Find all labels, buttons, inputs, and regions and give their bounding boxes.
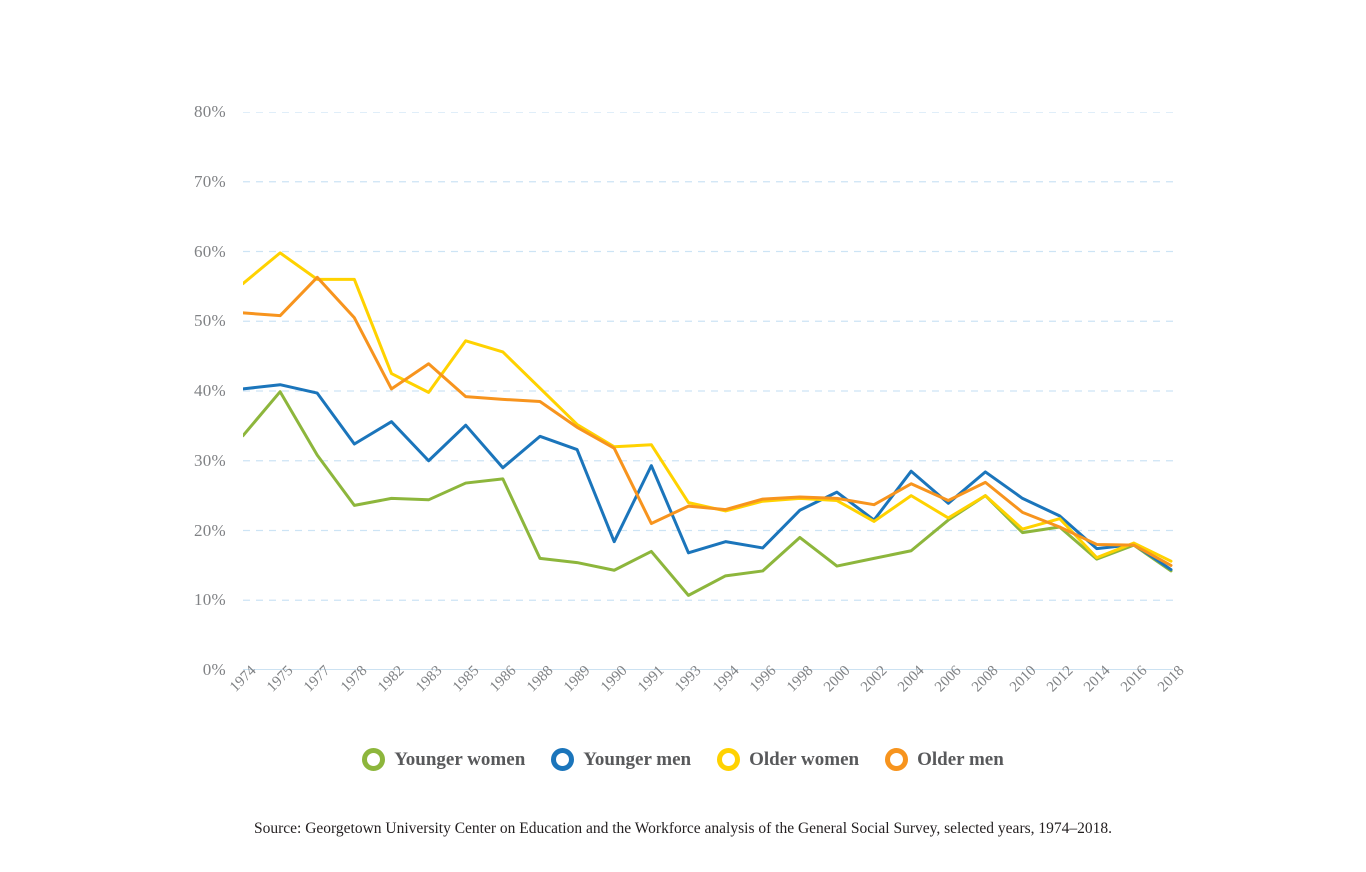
x-axis-tick-label: 1988: [523, 662, 557, 696]
x-axis-tick-label: 1975: [264, 662, 297, 696]
x-axis-tick-label: 2004: [895, 662, 928, 696]
x-axis-tick-label: 2012: [1043, 662, 1077, 696]
chart-legend: [0, 748, 1366, 771]
y-axis-tick-label: 40%: [193, 381, 226, 400]
x-axis-tick-label: 2014: [1080, 662, 1114, 696]
x-axis-tick-label: 2018: [1155, 662, 1188, 696]
x-axis-tick-label: 1983: [412, 662, 446, 696]
y-axis-tick-label: 0%: [202, 660, 226, 679]
x-axis-tick-label: 1978: [338, 662, 371, 696]
legend-label: Younger women: [394, 748, 526, 770]
x-axis-tick-label: 1991: [635, 662, 668, 696]
y-axis-tick-label: 70%: [193, 171, 226, 191]
legend-swatch-icon: [717, 748, 740, 771]
x-axis-tick-label: 1998: [783, 662, 817, 696]
x-axis-tick-label: 1989: [561, 662, 594, 696]
y-axis-tick-label: 30%: [193, 450, 226, 470]
legend-item[interactable]: [551, 748, 691, 771]
source-note: Source: Georgetown University Center on Education and the Workforce analysis of the General Social Survey, selected years, 1974–2018.: [253, 820, 1113, 837]
y-axis-tick-label: 50%: [193, 311, 226, 331]
x-axis-tick-label: 2016: [1117, 662, 1151, 696]
legend-label: Older women: [749, 748, 860, 770]
x-axis-tick-label: 1985: [449, 662, 483, 696]
x-axis-tick-label: 1994: [709, 662, 743, 696]
x-axis-tick-label: 2010: [1006, 662, 1040, 696]
y-axis-tick-label: 10%: [193, 590, 226, 610]
x-axis-tick-label: 1974: [227, 662, 260, 696]
legend-swatch-icon: [885, 748, 908, 771]
x-axis-tick-label: 2006: [932, 662, 965, 696]
x-axis-tick-label: 2008: [969, 662, 1002, 696]
legend-label: Younger men: [583, 748, 692, 770]
x-axis-tick-label: 1986: [486, 662, 520, 696]
legend-item[interactable]: [362, 748, 525, 771]
x-axis-tick-label: 1977: [301, 662, 334, 696]
x-axis-tick-label: 1993: [672, 662, 705, 696]
x-axis-tick-label: 1982: [375, 662, 408, 696]
x-axis-tick-label: 2002: [858, 662, 891, 696]
legend-item[interactable]: [717, 748, 859, 771]
legend-item[interactable]: [885, 748, 1004, 771]
legend-swatch-icon: [551, 748, 574, 771]
y-axis-tick-label: 20%: [193, 520, 226, 540]
x-axis-tick-label: 1996: [746, 662, 780, 696]
legend-label: Older men: [917, 748, 1004, 770]
y-axis-tick-label: 60%: [193, 241, 226, 261]
x-axis-tick-label: 1990: [598, 662, 631, 696]
y-axis-tick-label: 80%: [193, 102, 226, 121]
legend-swatch-icon: [362, 748, 385, 771]
x-axis-tick-label: 2000: [820, 662, 854, 696]
